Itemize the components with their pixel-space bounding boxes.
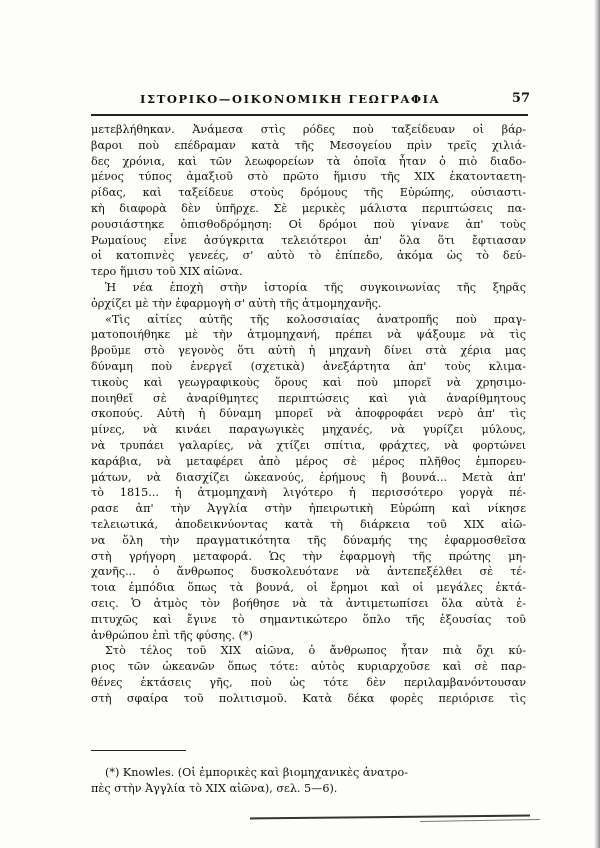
text-line: καράβια, νὰ μεταφέρει ἀπὸ μέρος σὲ μέρος πλῆθος ἐμπορευ- [91,454,526,468]
text-line: τερο ἥμισυ τοῦ XIX αἰῶνα. [91,265,243,279]
text-line: βαροι ποὺ επέδραμαν κατὰ τῆς Μεσογείου πρὶν τρεῖς χιλιά- [91,138,526,152]
text-line: ποιηθεῖ σὲ ἀναρίθμητες περιπτώσεις καὶ γιὰ ἀναρίθμητους [91,391,526,405]
text-line: μένος τύπος ἀμαξιοῦ στὸ πρῶτο ἥμισυ τῆς XIX ἑκατονταετη- [91,170,526,184]
text-line: ἀνθρώπου ἐπὶ τῆς φύσης. (*) [91,628,253,642]
text-line: ματοποιήθηκε μὲ τὴν ἀτμομηχανή, πρέπει νὰ ψάξουμε νὰ τὶς [91,328,526,342]
running-head: ΙΣΤΟΡΙΚΟ—ΟΙΚΟΝΟΜΙΚΗ ΓΕΩΓΡΑΦΙΑ [140,92,441,106]
footnote-line: (*) Knowles. (Οἱ ἐμπορικὲς καὶ βιομηχανικὲς ἀνατρο- [105,766,409,779]
text-line: βροῦμε στὸ γεγονὸς ὅτι αὐτὴ ἡ μηχανὴ δίνει στὰ χέρια μας [91,344,526,358]
text-line: ρίδας, καὶ ταξείδευε στοὺς δρόμους τῆς Εὐρώπης, οὐσιαστι- [91,186,526,200]
text-line: δες χρόνια, καὶ τῶν λεωφορείων τὰ ὁποῖα ἦταν ὁ πιὸ διαδο- [91,154,526,168]
text-line: θένες ἐκτάσεις γῆς, ποὺ ὡς τότε δὲν περιλαμβανόντουσαν [91,675,526,689]
page-header [140,92,530,112]
text-line: στὴ σφαίρα τοῦ πολιτισμοῦ. Κατὰ δέκα φορὲς περιόρισε τὶς [91,691,526,705]
text-line: δύναμη ποὺ ἐνεργεῖ (σχετικὰ) ἀνεξάρτητα ἀπ' τοὺς κλιμα- [91,359,526,373]
page-number: 57 [511,91,530,106]
text-line: μετεβλήθηκαν. Ἀνάμεσα στὶς ρόδες ποὺ ταξείδευαν οἱ βάρ- [91,123,526,136]
text-line: Στὸ τέλος τοῦ XIX αἰῶνα, ὁ ἄνθρωπος ἦταν πιὰ ὄχι κύ- [105,644,526,658]
text-line: τὸ 1815... ἡ ἀτμομηχανὴ λιγότερο ἡ περισσότερο γοργὰ πέ- [91,486,526,500]
text-line: να ὅλη τὴν πραγματικότητα τῆς δύναμής της ἐφαρμοσθεῖσα [91,533,526,547]
footnote-rule [91,750,186,751]
text-line: μάτων, νὰ διασχίζει ὠκεανούς, ἐρήμους ἢ βουνά... Μετὰ ἀπ' [91,470,526,484]
body-text [91,122,526,706]
scan-edge-shadow [594,0,600,848]
text-line: σκοπούς. Αὐτὴ ἡ δύναμη μπορεῖ νὰ ἀποφροφάει νερὸ ἀπ' τὶς [91,407,526,421]
text-line: ρουσιάστηκε ὀπισθοδρόμηση: Οἱ δρόμοι ποὺ γίνανε ἀπ' τοὺς [91,217,526,231]
bottom-edge-line [250,815,530,820]
text-line: κὴ διαφορὰ δὲν ὑπῆρχε. Σὲ μερικὲς μάλιστα περιπτώσεις πα- [91,201,526,215]
text-line: πιτυχῶς καὶ ἔγινε τὸ σημαντικώτερο ὅπλο τῆς ἐξουσίας τοῦ [91,612,526,626]
text-line: Ἡ νέα ἐποχὴ στὴν ἱστορία τῆς συγκοινωνίας τῆς ξηρᾶς [105,280,526,294]
text-line: τοια ἐμπόδια ὅπως τὰ βουνά, οἱ ἔρημοι καὶ οἱ μεγάλες ἐκτά- [91,581,526,595]
text-line: οἱ κατοπινὲς γενεές, σ' αὐτὸ τὸ ἐπίπεδο, ἀκόμα ὡς τὸ δεύ- [91,249,526,263]
text-line: χανῆς... ὁ ἄνθρωπος δυσκολευότανε νὰ ἀντεπεξέλθει σὲ τέ- [91,565,526,579]
text-line: ὀρχίζει μὲ τὴν ἐφαρμογὴ σ' αὐτὴ τῆς ἀτμομηχανῆς. [91,296,382,310]
text-line: Ρωμαίους εἶνε ἀσύγκριτα τελειότεροι ἀπ' ὅλα ὅτι ἔφτιασαν [91,233,526,247]
text-line: «Τὶς αἰτίες αὐτῆς τῆς κολοσσιαίας ἀνατροπῆς ποὺ πραγ- [105,312,526,326]
header-rule [91,114,528,116]
text-line: μίνες, νὰ κινάει παραγωγικὲς μηχανές, νὰ γυρίζει μύλους, [91,423,526,437]
footnote [91,765,528,797]
bottom-edge-line [420,819,540,822]
text-line: σεις. Ὁ ἀτμὸς τὸν βοήθησε νὰ τὰ ἀντιμετωπίσει ὅλα αὐτὰ ἐ- [91,596,526,610]
text-line: νὰ τρυπάει γαλαρίες, νὰ χτίζει σπίτια, φράχτες, νὰ φορτώνει [91,438,526,452]
text-line: στὴ γρήγορη μεταφορά. Ὡς τὴν ἐφαρμογὴ τῆς πρώτης μη- [91,549,526,563]
text-line: ρασε ἀπ' τὴν Ἀγγλία στὴν ἠπειρωτικὴ Εὐρώπη καὶ νίκησε [91,502,526,516]
text-line: ριος τῶν ὠκεανῶν ὅπως τότε: αὐτὸς κυριαρχοῦσε καὶ σὲ παρ- [91,660,526,674]
footnote-line: πὲς στὴν Ἀγγλία τὸ XIX αἰῶνα), σελ. 5—6). [91,781,338,795]
text-line: τελειωτικά, ἀποδεικνύοντας κατὰ τὴ διάρκεια τοῦ XIX αἰῶ- [91,517,526,531]
text-line: τικοὺς καὶ γεωγραφικοὺς ὅρους καὶ ποὺ μπορεῖ νὰ χρησιμο- [91,375,526,389]
